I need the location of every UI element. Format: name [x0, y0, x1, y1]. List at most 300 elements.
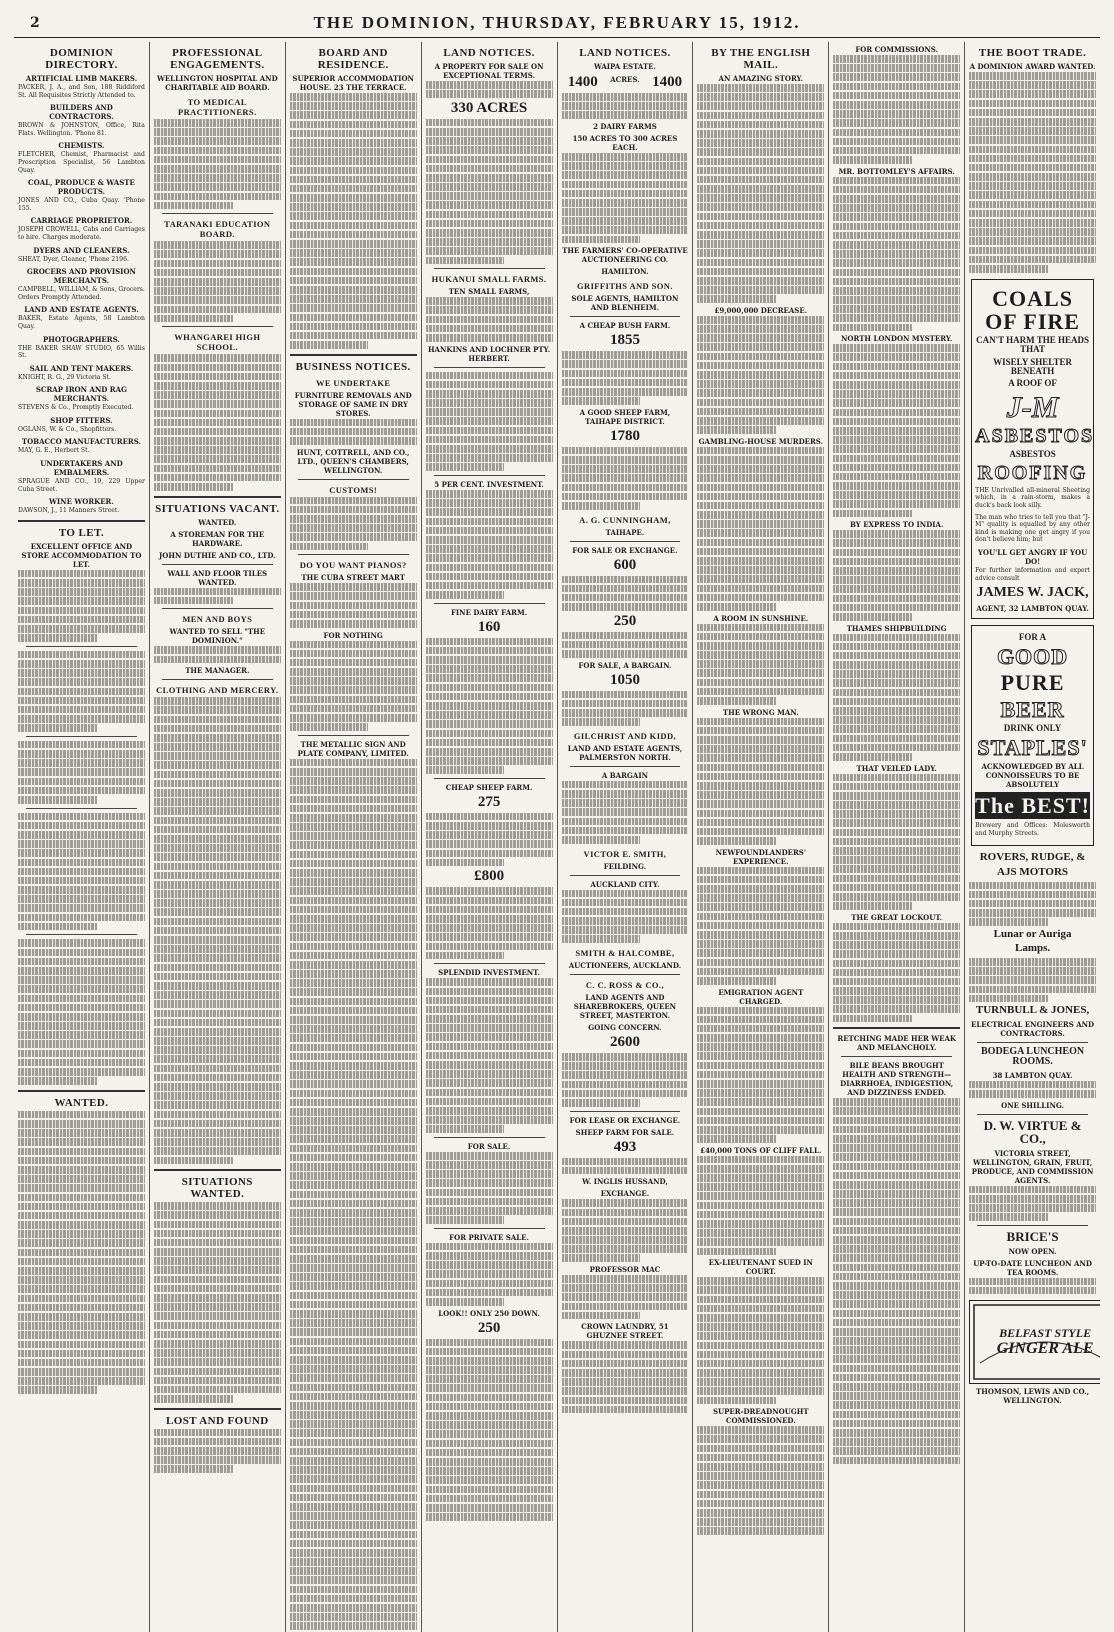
text-line	[290, 277, 417, 285]
text-line	[154, 1065, 281, 1073]
text-line	[290, 1282, 417, 1290]
text-line	[290, 1558, 417, 1566]
text-line	[18, 1295, 145, 1303]
text-line	[154, 1368, 281, 1376]
text-line	[426, 238, 553, 246]
text-line	[697, 447, 824, 455]
look-ad: LOOK!! ONLY 250 DOWN.	[438, 1308, 540, 1318]
text-line	[154, 908, 281, 916]
text-line	[154, 1074, 281, 1082]
coals-line-2: CAN'T HARM THE HEADS THAT	[976, 334, 1090, 355]
entry-text: THE BAKER SHAW STUDIO, 65 Willis St.	[18, 344, 145, 360]
text-line	[697, 1518, 824, 1526]
text-line	[154, 241, 281, 249]
text-line	[833, 549, 960, 557]
text-line	[18, 1120, 145, 1128]
award-wanted: A DOMINION AWARD WANTED.	[969, 62, 1096, 71]
entry-heading: WINE WORKER.	[49, 497, 114, 507]
text-line	[154, 835, 281, 843]
text-line	[290, 1540, 417, 1548]
text-line	[833, 445, 960, 453]
text-line	[290, 620, 417, 628]
text-line	[969, 958, 1096, 966]
column-4	[422, 42, 558, 1632]
text-line	[18, 759, 145, 767]
text-line	[833, 753, 912, 761]
text-line	[426, 1458, 553, 1466]
text-line	[290, 1227, 417, 1235]
divider	[570, 974, 681, 975]
wanted-heading: WANTED.	[198, 517, 237, 527]
text-line	[154, 964, 281, 972]
text-line	[18, 914, 145, 922]
figure-1050: 1050	[609, 671, 640, 688]
virtue: D. W. VIRTUE & CO.,	[983, 1117, 1082, 1147]
text-line	[426, 665, 553, 673]
text-line	[426, 711, 553, 719]
text-line	[697, 697, 776, 705]
text-line	[426, 297, 553, 305]
commissions: FOR COMMISSIONS.	[855, 45, 939, 54]
ginger-line-1: BELFAST STYLE	[999, 1326, 1092, 1341]
text-line	[290, 906, 417, 914]
small-print-block	[18, 570, 145, 1085]
text-line	[833, 1300, 960, 1308]
text-line	[290, 1071, 417, 1079]
entry-heading: SHOP FITTERS.	[50, 415, 113, 425]
text-line	[833, 1401, 960, 1409]
text-line	[697, 408, 824, 416]
text-line	[290, 1439, 417, 1447]
text-line	[562, 641, 689, 649]
text-line	[697, 1500, 824, 1508]
text-line	[833, 250, 960, 258]
entry-text: DAWSON, J., 11 Manners Street.	[18, 507, 120, 515]
coals-line-3: WISELY SHELTER BENEATH	[993, 356, 1072, 377]
text-line	[833, 482, 960, 490]
text-line	[154, 1322, 281, 1330]
text-line	[833, 500, 960, 508]
text-line	[697, 484, 824, 492]
text-line	[154, 798, 281, 806]
text-line	[833, 987, 960, 995]
wanted-title: WANTED.	[54, 1096, 109, 1109]
text-line	[18, 616, 145, 624]
property-title: A PROPERTY FOR SALE ON EXCEPTIONAL TERMS.	[434, 62, 544, 80]
text-line	[697, 1174, 824, 1182]
text-line	[697, 1463, 824, 1471]
directory-entry	[18, 335, 145, 360]
text-line	[290, 286, 417, 294]
text-line	[290, 1338, 417, 1346]
text-line	[18, 1050, 145, 1058]
board-residence-title: BOARD AND RESIDENCE.	[317, 47, 389, 71]
text-line	[697, 736, 824, 744]
text-line	[18, 1175, 145, 1183]
text-line	[290, 1117, 417, 1125]
text-line	[697, 1192, 824, 1200]
text-line	[290, 524, 417, 532]
text-line	[290, 1521, 417, 1529]
text-line	[18, 768, 145, 776]
text-line	[154, 269, 281, 277]
column-2	[150, 42, 286, 1632]
text-line	[562, 1341, 689, 1349]
text-line	[290, 943, 417, 951]
text-line	[969, 1186, 1096, 1194]
veiled-lady: THAT VEILED LADY.	[856, 763, 937, 773]
directory-entry	[18, 246, 145, 264]
text-line	[18, 1267, 145, 1275]
text-line	[697, 1126, 824, 1134]
text-line	[562, 397, 641, 405]
text-line	[154, 474, 281, 482]
sale-exchange: FOR SALE OR EXCHANGE.	[572, 545, 678, 555]
text-line	[290, 602, 417, 610]
metallic-title: THE METALLIC SIGN AND PLATE COMPANY, LIMITED.	[297, 739, 409, 758]
text-line	[18, 778, 145, 786]
text-line	[833, 195, 960, 203]
coals-line-4: A ROOF OF	[1008, 378, 1057, 389]
bodega-address: 38 LAMBTON QUAY.	[992, 1070, 1073, 1080]
text-line	[697, 417, 824, 425]
text-line	[969, 1278, 1096, 1286]
bargain-2: A BARGAIN	[601, 770, 648, 780]
text-line	[154, 1395, 233, 1403]
text-line	[18, 1148, 145, 1156]
text-line	[697, 1342, 824, 1350]
text-line	[154, 1120, 281, 1128]
bush-farm: A CHEAP BUSH FARM.	[579, 321, 671, 331]
text-line	[290, 841, 417, 849]
manager-ad: THE MANAGER.	[185, 666, 250, 676]
text-line	[290, 1595, 417, 1603]
glass-ad: WALL AND FLOOR TILES WANTED.	[167, 568, 268, 587]
text-line	[290, 240, 417, 248]
text-line	[426, 915, 553, 923]
text-line	[562, 1397, 689, 1405]
text-line	[833, 213, 960, 221]
text-line	[426, 372, 553, 380]
text-line	[290, 1402, 417, 1410]
text-line	[833, 576, 960, 584]
text-line	[154, 1266, 281, 1274]
text-line	[426, 1495, 553, 1503]
text-line	[426, 674, 553, 682]
text-line	[833, 774, 960, 782]
text-line	[833, 409, 960, 417]
text-line	[426, 757, 553, 765]
text-line	[833, 147, 960, 155]
acres-row	[562, 72, 689, 93]
text-line	[290, 1411, 417, 1419]
text-line	[154, 706, 281, 714]
lease-exchange: FOR LEASE OR EXCHANGE.	[569, 1115, 681, 1125]
text-line	[697, 1229, 824, 1237]
text-line	[290, 1613, 417, 1621]
text-line	[18, 697, 145, 705]
text-line	[697, 511, 824, 519]
text-line	[154, 853, 281, 861]
coals-of-fire: COALS OF FIRE	[985, 285, 1080, 334]
text-line	[154, 761, 281, 769]
text-line	[154, 945, 281, 953]
text-line	[290, 1080, 417, 1088]
gilchrist: GILCHRIST AND KIDD,	[573, 730, 677, 741]
text-line	[969, 891, 1096, 899]
text-line	[697, 84, 824, 92]
text-line	[290, 777, 417, 785]
text-line	[18, 1013, 145, 1021]
text-line	[697, 1080, 824, 1088]
text-line	[833, 436, 960, 444]
lockout: THE GREAT LOCKOUT.	[851, 912, 943, 922]
text-line	[833, 455, 960, 463]
pure-word: PURE	[1000, 670, 1065, 696]
text-line	[562, 1387, 689, 1395]
text-line	[426, 638, 553, 646]
text-line	[154, 936, 281, 944]
text-line	[154, 1358, 281, 1366]
divider	[434, 603, 545, 604]
figure-1855: 1855	[609, 332, 640, 349]
business-title: BUSINESS NOTICES.	[295, 360, 411, 373]
text-line	[562, 1312, 641, 1320]
text-line	[154, 1083, 281, 1091]
text-line	[697, 1472, 824, 1480]
text-line	[18, 1138, 145, 1146]
text-line	[154, 807, 281, 815]
text-line	[697, 1378, 824, 1386]
text-line	[154, 1037, 281, 1045]
text-line	[697, 959, 824, 967]
text-line	[969, 995, 1048, 1003]
text-line	[833, 679, 960, 687]
jack-address: AGENT, 32 LAMBTON QUAY.	[976, 603, 1089, 613]
text-line	[426, 1243, 553, 1251]
text-line	[154, 183, 281, 191]
text-line	[18, 1212, 145, 1220]
text-line	[697, 718, 824, 726]
text-line	[426, 822, 553, 830]
bottomley: MR. BOTTOMLEY'S AFFAIRS.	[838, 166, 955, 176]
text-line	[697, 493, 824, 501]
text-line	[426, 1052, 553, 1060]
text-line	[697, 1445, 824, 1453]
text-line	[290, 1191, 417, 1199]
text-line	[290, 543, 369, 551]
directory-entry	[18, 416, 145, 434]
text-line	[154, 419, 281, 427]
text-line	[154, 373, 281, 381]
text-line	[969, 109, 1096, 117]
text-line	[833, 1392, 960, 1400]
professor: PROFESSOR MAC	[589, 1265, 661, 1275]
figure-250: 250	[477, 1319, 501, 1336]
text-line	[426, 1079, 553, 1087]
bodega: BODEGA LUNCHEON ROOMS.	[981, 1045, 1085, 1068]
text-line	[833, 558, 960, 566]
text-line	[154, 1129, 281, 1137]
good-sheep: A GOOD SHEEP FARM, TAIHAPE DISTRICT.	[579, 407, 671, 426]
text-line	[290, 222, 417, 230]
text-line	[697, 112, 824, 120]
text-line	[426, 1403, 553, 1411]
text-line	[154, 1303, 281, 1311]
text-line	[154, 1465, 233, 1473]
text-line	[562, 926, 689, 934]
text-line	[154, 725, 281, 733]
text-line	[562, 1284, 689, 1292]
text-line	[426, 988, 553, 996]
asbestos-word: ASBESTOS	[975, 425, 1095, 448]
taranaki-title: TARANAKI EDUCATION BOARD.	[164, 219, 271, 240]
text-line	[154, 697, 281, 705]
text-line	[833, 1264, 960, 1272]
text-line	[833, 119, 960, 127]
text-line	[290, 1181, 417, 1189]
text-line	[154, 789, 281, 797]
divider	[162, 564, 273, 565]
text-line	[833, 1098, 960, 1106]
text-line	[18, 976, 145, 984]
text-line	[562, 691, 689, 699]
text-line	[833, 1227, 960, 1235]
text-line	[18, 985, 145, 993]
text-line	[562, 370, 689, 378]
text-line	[833, 223, 960, 231]
text-line	[290, 1053, 417, 1061]
entry-text: STEVENS & Co., Promptly Executed.	[18, 404, 134, 412]
figure-250: 250	[613, 612, 637, 629]
text-line	[562, 594, 689, 602]
text-line	[833, 585, 960, 593]
text-line	[426, 1430, 553, 1438]
text-line	[426, 1513, 553, 1521]
text-line	[697, 1314, 824, 1322]
text-line	[833, 372, 960, 380]
text-line	[290, 823, 417, 831]
text-line	[562, 1099, 641, 1107]
divider	[434, 475, 545, 476]
fine-dairy: FINE DAIRY FARM.	[450, 607, 528, 617]
express-india: BY EXPRESS TO INDIA.	[849, 520, 944, 530]
text-line	[562, 1081, 689, 1089]
text-line	[969, 967, 1096, 975]
text-line	[833, 64, 960, 72]
lunar-auriga: Lunar or Auriga	[993, 927, 1072, 940]
text-line	[562, 650, 689, 658]
text-line	[833, 539, 960, 547]
text-line	[18, 1040, 145, 1048]
text-line	[426, 165, 553, 173]
text-line	[290, 1273, 417, 1281]
text-line	[290, 988, 417, 996]
text-line	[562, 162, 689, 170]
column-8	[965, 42, 1100, 1632]
text-line	[833, 634, 960, 642]
text-line	[833, 491, 960, 499]
column-1	[14, 42, 150, 1632]
text-line	[833, 819, 960, 827]
text-line	[154, 1101, 281, 1109]
text-line	[833, 464, 960, 472]
pianos-title: DO YOU WANT PIANOS?	[299, 560, 407, 571]
text-line	[426, 702, 553, 710]
entry-heading: ARTIFICIAL LIMB MAKERS.	[25, 74, 138, 83]
text-line	[154, 973, 281, 981]
text-line	[969, 1213, 1048, 1221]
asbestos-ad	[971, 279, 1094, 619]
text-line	[290, 139, 417, 147]
text-line	[426, 840, 553, 848]
text-line	[426, 887, 553, 895]
entry-heading: UNDERTAKERS AND EMBALMERS.	[40, 459, 123, 478]
text-line	[290, 705, 417, 713]
going-concern: GOING CONCERN.	[588, 1023, 662, 1033]
text-line	[969, 155, 1096, 163]
text-line	[562, 447, 689, 455]
text-line	[18, 1004, 145, 1012]
text-line	[290, 212, 417, 220]
directory-entry	[18, 459, 145, 493]
text-line	[154, 863, 281, 871]
text-line	[697, 102, 824, 110]
text-line	[290, 1145, 417, 1153]
text-line	[562, 1227, 689, 1235]
professional-title: PROFESSIONAL ENGAGEMENTS.	[170, 47, 265, 71]
text-line	[426, 454, 553, 462]
text-line	[697, 93, 824, 101]
text-line	[426, 1261, 553, 1269]
gilchrist-sub: LAND AND ESTATE AGENTS, PALMERSTON NORTH.	[567, 743, 683, 762]
text-line	[426, 545, 553, 553]
text-line	[833, 1199, 960, 1207]
text-line	[833, 278, 960, 286]
text-line	[154, 872, 281, 880]
text-line	[426, 146, 553, 154]
text-line	[562, 890, 689, 898]
acres-range: 150 ACRES TO 300 ACRES EACH.	[572, 133, 678, 152]
text-line	[969, 219, 1096, 227]
text-line	[154, 656, 281, 664]
text-line	[290, 952, 417, 960]
text-line	[833, 856, 960, 864]
text-line	[697, 167, 824, 175]
text-line	[562, 1090, 689, 1098]
text-line	[290, 185, 417, 193]
divider	[26, 736, 137, 737]
text-line	[290, 497, 417, 505]
text-line	[18, 1341, 145, 1349]
text-line	[290, 1586, 417, 1594]
text-line	[833, 1245, 960, 1253]
text-line	[290, 1429, 417, 1437]
text-line	[154, 306, 281, 314]
text-line	[833, 661, 960, 669]
text-line	[154, 588, 281, 596]
text-line	[697, 277, 824, 285]
text-line	[290, 933, 417, 941]
text-line	[697, 1156, 824, 1164]
text-line	[154, 826, 281, 834]
text-line	[154, 991, 281, 999]
text-line	[426, 1024, 553, 1032]
text-line	[426, 813, 553, 821]
text-line	[18, 813, 145, 821]
text-line	[697, 575, 824, 583]
text-line	[290, 1034, 417, 1042]
